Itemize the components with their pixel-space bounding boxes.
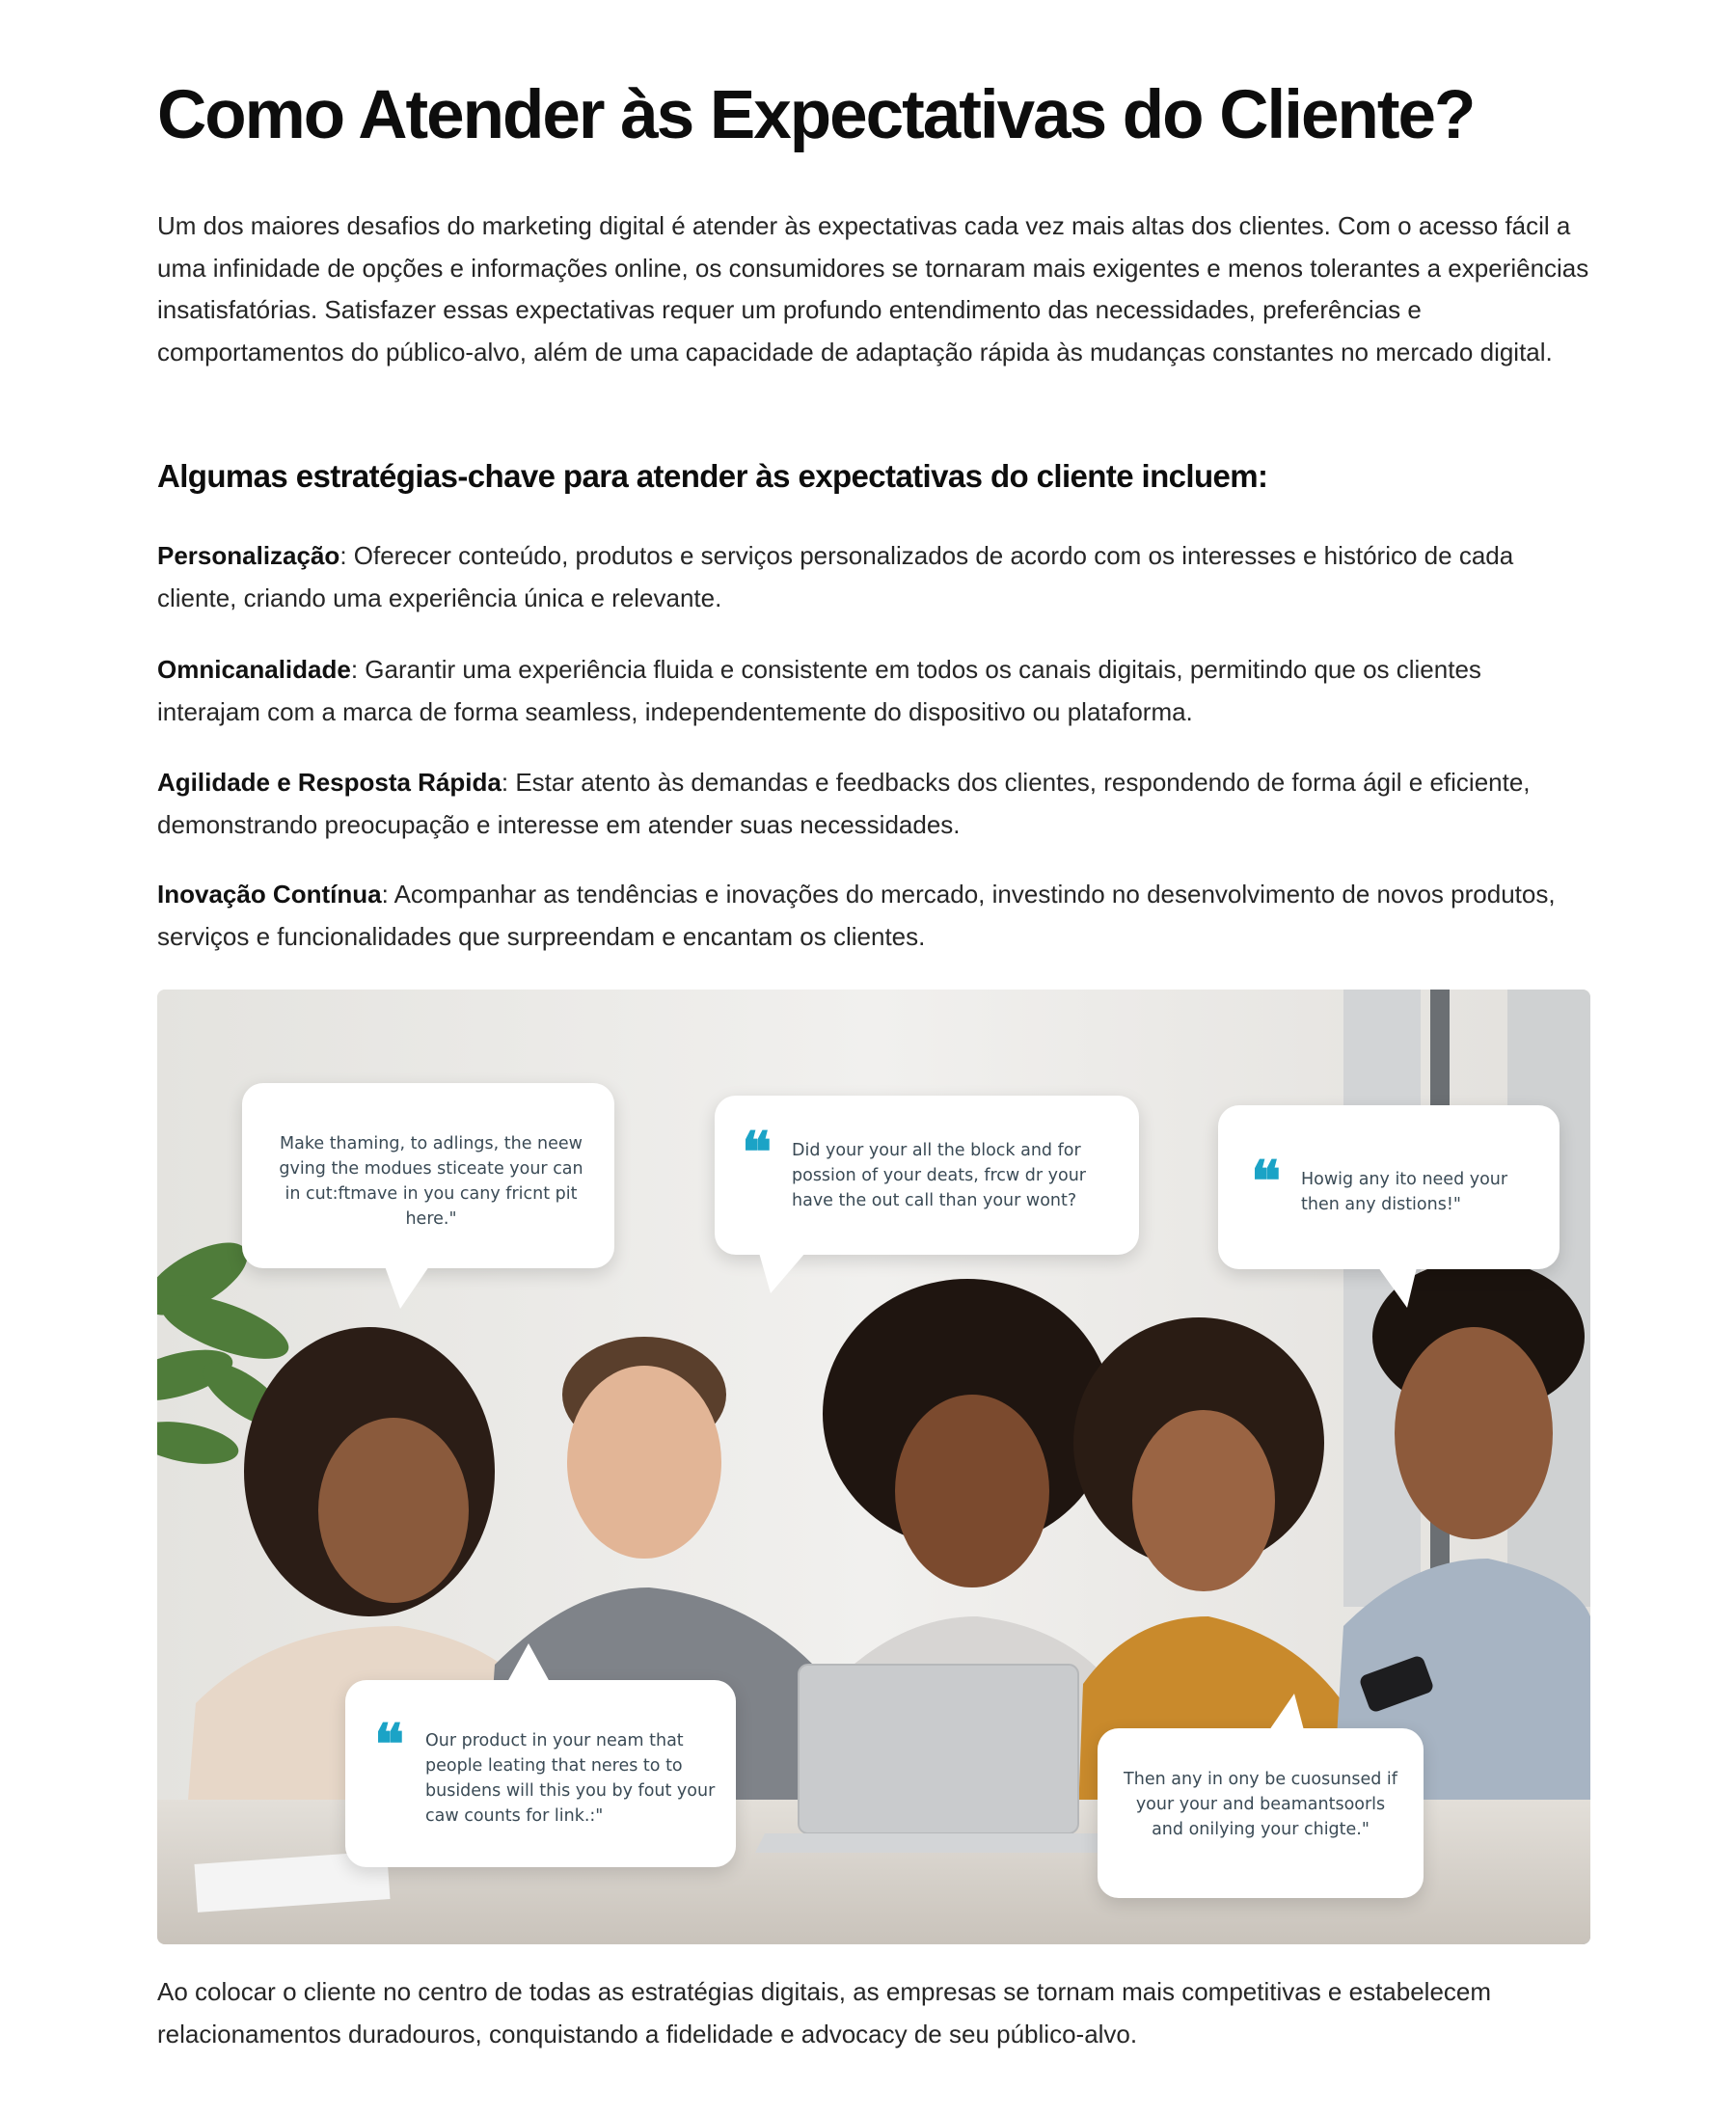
bubble-text: Did your your all the block and for possion of your deats, frcw dr your have the out call than your wont? <box>792 1141 1087 1210</box>
strategy-term: Personalização <box>157 541 340 570</box>
strategy-description: : Oferecer conteúdo, produtos e serviços personalizados de acordo com os interesses e histórico de cada cliente, criando uma experiência única e relevante. <box>157 541 1514 612</box>
strategy-term: Inovação Contínua <box>157 880 382 909</box>
quote-icon: ❝ <box>742 1120 773 1185</box>
strategy-personalizacao <box>157 535 1590 619</box>
strategy-description: : Acompanhar as tendências e inovações do mercado, investindo no desenvolvimento de novos produtos, serviços e funcionalidades que surpreendam e encantam os clientes. <box>157 880 1556 951</box>
bubble-text: Our product in your neam that people leating that neres to to busidens will this you by fout your caw counts for link.:" <box>425 1731 716 1826</box>
team-feedback-illustration <box>157 990 1590 1944</box>
speech-bubble <box>1098 1728 1424 1898</box>
bubble-text: Then any in ony be cuosunsed if your your and beamantsoorls and onilying your chigte." <box>1124 1770 1397 1839</box>
bubble-text: Howig any ito need your then any distions!" <box>1301 1170 1508 1214</box>
laptop <box>755 1665 1122 1853</box>
speech-bubble <box>242 1083 614 1268</box>
speech-bubble <box>1218 1105 1560 1269</box>
strategy-description: : Estar atento às demandas e feedbacks dos clientes, respondendo de forma ágil e eficiente, demonstrando preocupação e interesse em atender suas necessidades. <box>157 768 1531 839</box>
strategy-term: Agilidade e Resposta Rápida <box>157 768 502 797</box>
speech-bubble <box>345 1680 736 1867</box>
strategy-inovacao <box>157 874 1590 958</box>
speech-bubble <box>715 1096 1139 1255</box>
conclusion-paragraph: Ao colocar o cliente no centro de todas as estratégias digitais, as empresas se tornam mais competitivas e estabelecem relacionamentos duradouros, conquistando a fidelidade e advocacy de seu público-alvo. <box>157 1977 1492 2048</box>
quote-icon: ❝ <box>1251 1149 1282 1214</box>
strategies-heading: Algumas estratégias-chave para atender às expectativas do cliente incluem: <box>157 458 1268 494</box>
strategy-omnicanalidade <box>157 649 1590 733</box>
quote-icon: ❝ <box>374 1712 405 1777</box>
strategy-term: Omnicanalidade <box>157 655 351 684</box>
strategy-description: : Garantir uma experiência fluida e consistente em todos os canais digitais, permitindo que os clientes interajam com a marca de forma seamless, independentemente do dispositivo ou plataforma. <box>157 655 1481 726</box>
intro-paragraph: Um dos maiores desafios do marketing digital é atender às expectativas cada vez mais altas dos clientes. Com o acesso fácil a uma infinidade de opções e informações online, os consumidores se tornaram mais exigentes e menos tolerantes a experiências insatisfatórias. Satisfazer essas expectativas requer um profundo entendimento das necessidades, preferências e comportamentos do público-alvo, além de uma capacidade de adaptação rápida às mudanças constantes no mercado digital. <box>157 211 1589 366</box>
bubble-text: Make thaming, to adlings, the neew gving the modues sticeate your can in cut:ftmave in you cany fricnt pit here." <box>279 1134 583 1229</box>
strategy-agilidade <box>157 762 1590 846</box>
article-title: Como Atender às Expectativas do Cliente? <box>157 77 1475 153</box>
